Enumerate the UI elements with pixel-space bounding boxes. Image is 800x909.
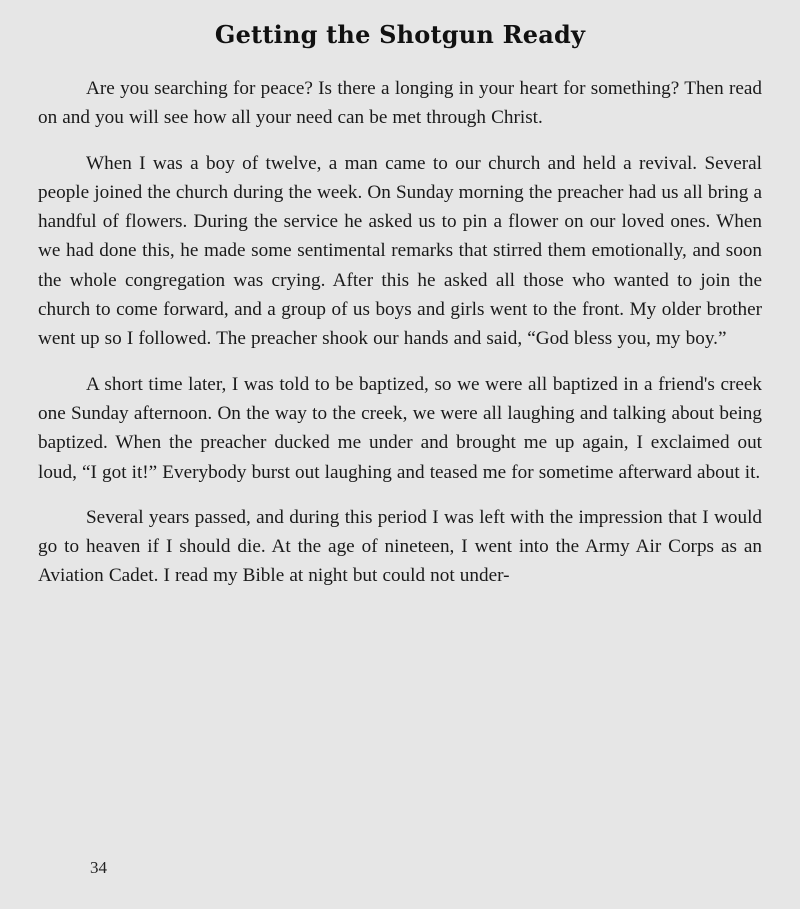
paragraph-1: Are you searching for peace? Is there a longing in your heart for something? Then read on and you will see how all your need can be met through Christ. bbox=[38, 78, 762, 129]
page-number: 34 bbox=[90, 858, 107, 877]
paragraph-3: A short time later, I was told to be baptized, so we were all baptized in a friend's creek one Sunday afternoon. On the way to the creek, we were all laughing and talking about being baptized. When the preacher ducked me under and brought me up again, I exclaimed out loud, “I got it!” Everybody burst out laughing and teased me for sometime afterward about it. bbox=[38, 373, 762, 483]
body-text bbox=[38, 74, 762, 607]
page-title: Getting the Shotgun Ready bbox=[214, 20, 586, 49]
paragraph-2: When I was a boy of twelve, a man came to our church and held a revival. Several people joined the church during the week. On Sunday morning the preacher had us all bring a handful of flowers. During the service he asked us to pin a flower on our loved ones. When we had done this, he made some sentimental remarks that stirred them emotionally, and soon the whole congregation was crying. After this he asked all those who wanted to join the church to come forward, and a group of us boys and girls went to the front. My older brother went up so I followed. The preacher shook our hands and said, “God bless you, my boy.” bbox=[38, 152, 762, 350]
paragraph-4: Several years passed, and during this period I was left with the impression that I would go to heaven if I should die. At the age of nineteen, I went into the Army Air Corps as an Aviation Cadet. I read my Bible at night but could not under- bbox=[38, 506, 762, 587]
